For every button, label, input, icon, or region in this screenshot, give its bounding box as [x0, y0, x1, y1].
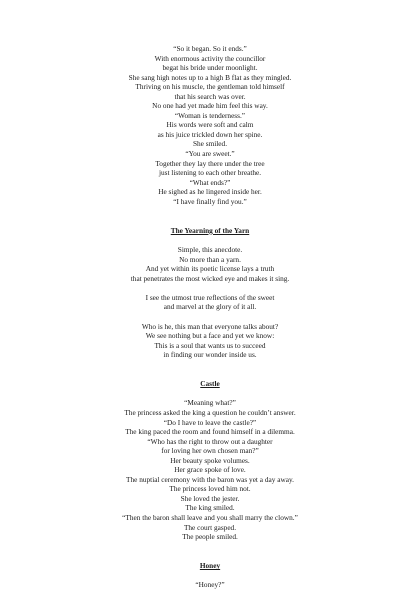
- poem-line: that penetrates the most wicked eye and makes it sing.: [130, 273, 290, 283]
- poem-line: The nuptial ceremony with the baron was yet a day away.: [126, 474, 294, 484]
- poem-line: And yet within its poetic license lays a truth: [145, 264, 275, 274]
- poem-line: She loved the jester.: [180, 493, 240, 503]
- poem-line: She smiled.: [192, 139, 228, 149]
- poem-line: “Then the baron shall leave and you shall marry the clown.”: [122, 512, 298, 522]
- poem-line: With enormous activity the councillor: [154, 53, 266, 63]
- poem-title: Honey: [199, 561, 221, 571]
- poem-honey: [0, 561, 420, 590]
- poem-line: Her grace spoke of love.: [174, 465, 246, 475]
- poem-line: No more than a yarn.: [179, 254, 241, 264]
- poem-line: and marvel at the glory of it all.: [163, 302, 257, 312]
- poem-line: “I have finally find you.”: [173, 196, 247, 206]
- poem-line: Thriving on his muscle, the gentleman told himself: [135, 82, 285, 92]
- poem-line: We see nothing but a face and yet we know:: [145, 331, 275, 341]
- poem-line: “Do I have to leave the castle?”: [163, 417, 257, 427]
- poem-line: in finding our wonder inside us.: [163, 350, 257, 360]
- poem-title: Castle: [200, 379, 220, 389]
- poem-yearning-of-the-yarn: [0, 226, 420, 360]
- poem-line: This is a soul that wants us to succeed: [154, 340, 266, 350]
- poem-line: The princess loved him not.: [169, 484, 251, 494]
- poem-line: Together they lay there under the tree: [155, 158, 265, 168]
- poem-line: Who is he, this man that everyone talks about?: [141, 321, 279, 331]
- poem-line: as his juice trickled down her spine.: [157, 129, 263, 139]
- poem-title: The Yearning of the Yarn: [170, 225, 250, 235]
- poem-line: Simple, this anecdote.: [177, 245, 243, 255]
- poem-line: Her beauty spoke volumes.: [170, 455, 250, 465]
- poem-line: He sighed as he lingered inside her.: [158, 187, 262, 197]
- poem-line: I see the utmost true reflections of the sweet: [145, 292, 275, 302]
- stanza-break: [0, 283, 420, 293]
- poem-line: The king smiled.: [185, 503, 235, 513]
- poem-line: The princess asked the king a question he couldn’t answer.: [124, 407, 296, 417]
- poem-line: His words were soft and calm: [166, 120, 254, 130]
- poem-line: The king paced the room and found himself in a dilemma.: [125, 427, 295, 437]
- poem-line: “Who has the right to throw out a daughter: [147, 436, 273, 446]
- poem-line: The court gasped.: [183, 522, 237, 532]
- poem-line: “Meaning what?”: [184, 398, 236, 408]
- poem-line: begat his bride under moonlight.: [162, 63, 258, 73]
- poem-so-it-began: [0, 44, 420, 206]
- poem-line: “Woman is tenderness.”: [174, 110, 246, 120]
- document-page: [0, 44, 420, 590]
- poem-line: just listening to each other breathe.: [158, 168, 262, 178]
- poem-line: The people smiled.: [182, 532, 238, 542]
- poem-line: “What ends?”: [189, 177, 231, 187]
- poem-line: “Honey?”: [195, 580, 225, 590]
- poem-line: that his search was over.: [174, 91, 246, 101]
- stanza-break: [0, 312, 420, 322]
- poem-castle: [0, 379, 420, 541]
- poem-line: “So it began. So it ends.”: [173, 44, 247, 53]
- poem-line: for loving her own chosen man?”: [161, 446, 259, 456]
- poem-line: “You are sweet.”: [185, 149, 235, 159]
- poem-line: No one had yet made him feel this way.: [152, 101, 268, 111]
- poem-line: She sang high notes up to a high B flat as they mingled.: [128, 72, 292, 82]
